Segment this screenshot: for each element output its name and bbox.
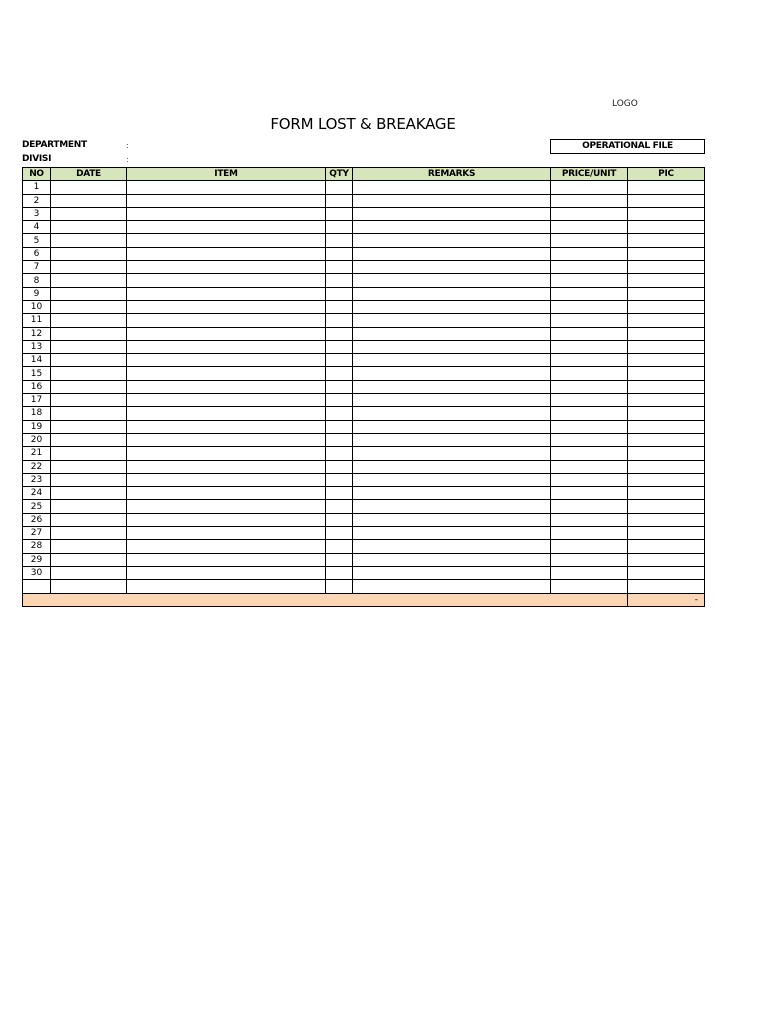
table-row xyxy=(23,487,705,500)
remarks-cell[interactable] xyxy=(353,460,551,473)
pic-cell[interactable] xyxy=(628,380,705,393)
date-cell[interactable] xyxy=(51,261,127,274)
item-cell[interactable] xyxy=(127,234,326,247)
item-cell[interactable] xyxy=(127,300,326,313)
date-cell[interactable] xyxy=(51,380,127,393)
qty-cell[interactable] xyxy=(326,261,353,274)
item-cell[interactable] xyxy=(127,287,326,300)
table-row xyxy=(23,447,705,460)
table-row xyxy=(23,181,705,194)
table-row xyxy=(23,407,705,420)
table-row xyxy=(23,433,705,446)
table-row xyxy=(23,367,705,380)
price-unit-cell[interactable] xyxy=(551,394,628,407)
price-unit-cell[interactable] xyxy=(551,407,628,420)
date-cell[interactable] xyxy=(51,340,127,353)
item-cell[interactable] xyxy=(127,221,326,234)
price-unit-cell[interactable] xyxy=(551,513,628,526)
table-row xyxy=(23,394,705,407)
qty-cell[interactable] xyxy=(326,181,353,194)
table-row xyxy=(23,247,705,260)
row-number: 30 xyxy=(23,566,51,579)
row-number: 12 xyxy=(23,327,51,340)
row-number: 23 xyxy=(23,473,51,486)
date-cell[interactable] xyxy=(51,473,127,486)
table-row xyxy=(23,540,705,553)
remarks-cell[interactable] xyxy=(353,420,551,433)
row-number: 17 xyxy=(23,394,51,407)
row-number: 28 xyxy=(23,540,51,553)
remarks-cell[interactable] xyxy=(353,447,551,460)
pic-cell[interactable] xyxy=(628,181,705,194)
pic-cell[interactable] xyxy=(628,407,705,420)
table-row xyxy=(23,580,705,593)
qty-cell[interactable] xyxy=(326,314,353,327)
pic-cell[interactable] xyxy=(628,500,705,513)
logo-placeholder: LOGO xyxy=(612,99,638,109)
price-unit-cell[interactable] xyxy=(551,234,628,247)
price-unit-cell[interactable] xyxy=(551,207,628,220)
date-cell[interactable] xyxy=(51,487,127,500)
price-unit-cell[interactable] xyxy=(551,540,628,553)
table-row xyxy=(23,500,705,513)
qty-cell[interactable] xyxy=(326,540,353,553)
pic-cell[interactable] xyxy=(628,513,705,526)
header-qty: QTY xyxy=(326,168,353,181)
price-unit-cell[interactable] xyxy=(551,261,628,274)
remarks-cell[interactable] xyxy=(353,513,551,526)
pic-cell[interactable] xyxy=(628,261,705,274)
price-unit-cell[interactable] xyxy=(551,433,628,446)
pic-cell[interactable] xyxy=(628,287,705,300)
price-unit-cell[interactable] xyxy=(551,287,628,300)
row-number: 18 xyxy=(23,407,51,420)
row-number: 10 xyxy=(23,300,51,313)
date-cell[interactable] xyxy=(51,300,127,313)
pic-cell[interactable] xyxy=(628,487,705,500)
total-value: - xyxy=(628,593,705,606)
date-cell[interactable] xyxy=(51,553,127,566)
remarks-cell[interactable] xyxy=(353,314,551,327)
item-cell[interactable] xyxy=(127,527,326,540)
qty-cell[interactable] xyxy=(326,433,353,446)
header-pic: PIC xyxy=(628,168,705,181)
remarks-cell[interactable] xyxy=(353,340,551,353)
row-number: 9 xyxy=(23,287,51,300)
remarks-cell[interactable] xyxy=(353,194,551,207)
price-unit-cell[interactable] xyxy=(551,181,628,194)
row-number: 8 xyxy=(23,274,51,287)
date-cell[interactable] xyxy=(51,580,127,593)
qty-cell[interactable] xyxy=(326,367,353,380)
remarks-cell[interactable] xyxy=(353,473,551,486)
table-row xyxy=(23,354,705,367)
price-unit-cell[interactable] xyxy=(551,566,628,579)
table-row xyxy=(23,314,705,327)
row-number: 4 xyxy=(23,221,51,234)
row-number: 11 xyxy=(23,314,51,327)
qty-cell[interactable] xyxy=(326,327,353,340)
qty-cell[interactable] xyxy=(326,287,353,300)
price-unit-cell[interactable] xyxy=(551,354,628,367)
date-cell[interactable] xyxy=(51,234,127,247)
table-row xyxy=(23,340,705,353)
department-colon: : xyxy=(126,141,129,150)
item-cell[interactable] xyxy=(127,354,326,367)
row-number: 15 xyxy=(23,367,51,380)
remarks-cell[interactable] xyxy=(353,487,551,500)
price-unit-cell[interactable] xyxy=(551,340,628,353)
total-row xyxy=(23,593,705,606)
date-cell[interactable] xyxy=(51,314,127,327)
remarks-cell[interactable] xyxy=(353,354,551,367)
item-cell[interactable] xyxy=(127,340,326,353)
item-cell[interactable] xyxy=(127,247,326,260)
qty-cell[interactable] xyxy=(326,460,353,473)
remarks-cell[interactable] xyxy=(353,274,551,287)
row-number: 5 xyxy=(23,234,51,247)
date-cell[interactable] xyxy=(51,247,127,260)
date-cell[interactable] xyxy=(51,367,127,380)
price-unit-cell[interactable] xyxy=(551,447,628,460)
qty-cell[interactable] xyxy=(326,473,353,486)
qty-cell[interactable] xyxy=(326,553,353,566)
operational-file-box: OPERATIONAL FILE xyxy=(550,139,705,154)
remarks-cell[interactable] xyxy=(353,380,551,393)
pic-cell[interactable] xyxy=(628,553,705,566)
table-row xyxy=(23,460,705,473)
price-unit-cell[interactable] xyxy=(551,473,628,486)
date-cell[interactable] xyxy=(51,287,127,300)
pic-cell[interactable] xyxy=(628,247,705,260)
pic-cell[interactable] xyxy=(628,540,705,553)
item-cell[interactable] xyxy=(127,314,326,327)
table-row xyxy=(23,380,705,393)
price-unit-cell[interactable] xyxy=(551,420,628,433)
pic-cell[interactable] xyxy=(628,234,705,247)
item-cell[interactable] xyxy=(127,261,326,274)
header-item: ITEM xyxy=(127,168,326,181)
divisi-colon: : xyxy=(126,155,129,164)
remarks-cell[interactable] xyxy=(353,394,551,407)
price-unit-cell[interactable] xyxy=(551,221,628,234)
table-row xyxy=(23,261,705,274)
remarks-cell[interactable] xyxy=(353,261,551,274)
price-unit-cell[interactable] xyxy=(551,194,628,207)
qty-cell[interactable] xyxy=(326,527,353,540)
remarks-cell[interactable] xyxy=(353,367,551,380)
table-row xyxy=(23,553,705,566)
item-cell[interactable] xyxy=(127,407,326,420)
date-cell[interactable] xyxy=(51,527,127,540)
price-unit-cell[interactable] xyxy=(551,460,628,473)
item-cell[interactable] xyxy=(127,513,326,526)
price-unit-cell[interactable] xyxy=(551,327,628,340)
table-row xyxy=(23,327,705,340)
remarks-cell[interactable] xyxy=(353,247,551,260)
header-date: DATE xyxy=(51,168,127,181)
table-row xyxy=(23,420,705,433)
date-cell[interactable] xyxy=(51,221,127,234)
qty-cell[interactable] xyxy=(326,447,353,460)
date-cell[interactable] xyxy=(51,274,127,287)
date-cell[interactable] xyxy=(51,207,127,220)
pic-cell[interactable] xyxy=(628,194,705,207)
price-unit-cell[interactable] xyxy=(551,274,628,287)
pic-cell[interactable] xyxy=(628,340,705,353)
header-price-unit: PRICE/UNIT xyxy=(551,168,628,181)
table-row xyxy=(23,207,705,220)
price-unit-cell[interactable] xyxy=(551,580,628,593)
price-unit-cell[interactable] xyxy=(551,380,628,393)
pic-cell[interactable] xyxy=(628,221,705,234)
price-unit-cell[interactable] xyxy=(551,487,628,500)
item-cell[interactable] xyxy=(127,274,326,287)
date-cell[interactable] xyxy=(51,194,127,207)
date-cell[interactable] xyxy=(51,513,127,526)
item-cell[interactable] xyxy=(127,380,326,393)
row-number: 22 xyxy=(23,460,51,473)
qty-cell[interactable] xyxy=(326,380,353,393)
pic-cell[interactable] xyxy=(628,274,705,287)
lost-breakage-table xyxy=(22,167,705,607)
date-cell[interactable] xyxy=(51,354,127,367)
item-cell[interactable] xyxy=(127,553,326,566)
qty-cell[interactable] xyxy=(326,247,353,260)
item-cell[interactable] xyxy=(127,367,326,380)
pic-cell[interactable] xyxy=(628,473,705,486)
price-unit-cell[interactable] xyxy=(551,500,628,513)
row-number: 20 xyxy=(23,433,51,446)
qty-cell[interactable] xyxy=(326,580,353,593)
qty-cell[interactable] xyxy=(326,274,353,287)
remarks-cell[interactable] xyxy=(353,407,551,420)
pic-cell[interactable] xyxy=(628,327,705,340)
qty-cell[interactable] xyxy=(326,566,353,579)
price-unit-cell[interactable] xyxy=(551,247,628,260)
qty-cell[interactable] xyxy=(326,487,353,500)
table-row xyxy=(23,234,705,247)
pic-cell[interactable] xyxy=(628,433,705,446)
item-cell[interactable] xyxy=(127,420,326,433)
row-number xyxy=(23,580,51,593)
price-unit-cell[interactable] xyxy=(551,527,628,540)
qty-cell[interactable] xyxy=(326,340,353,353)
pic-cell[interactable] xyxy=(628,460,705,473)
item-cell[interactable] xyxy=(127,500,326,513)
date-cell[interactable] xyxy=(51,433,127,446)
date-cell[interactable] xyxy=(51,566,127,579)
pic-cell[interactable] xyxy=(628,394,705,407)
price-unit-cell[interactable] xyxy=(551,300,628,313)
item-cell[interactable] xyxy=(127,394,326,407)
table-row xyxy=(23,566,705,579)
item-cell[interactable] xyxy=(127,327,326,340)
row-number: 24 xyxy=(23,487,51,500)
remarks-cell[interactable] xyxy=(353,580,551,593)
pic-cell[interactable] xyxy=(628,314,705,327)
item-cell[interactable] xyxy=(127,540,326,553)
row-number: 3 xyxy=(23,207,51,220)
remarks-cell[interactable] xyxy=(353,300,551,313)
item-cell[interactable] xyxy=(127,447,326,460)
table-row xyxy=(23,274,705,287)
table-row xyxy=(23,300,705,313)
pic-cell[interactable] xyxy=(628,300,705,313)
row-number: 25 xyxy=(23,500,51,513)
date-cell[interactable] xyxy=(51,407,127,420)
row-number: 13 xyxy=(23,340,51,353)
row-number: 1 xyxy=(23,181,51,194)
remarks-cell[interactable] xyxy=(353,500,551,513)
row-number: 14 xyxy=(23,354,51,367)
header-no: NO xyxy=(23,168,51,181)
pic-cell[interactable] xyxy=(628,207,705,220)
department-label: DEPARTMENT xyxy=(22,140,87,150)
item-cell[interactable] xyxy=(127,181,326,194)
divisi-label: DIVISI xyxy=(22,154,52,164)
qty-cell[interactable] xyxy=(326,420,353,433)
price-unit-cell[interactable] xyxy=(551,553,628,566)
item-cell[interactable] xyxy=(127,460,326,473)
pic-cell[interactable] xyxy=(628,420,705,433)
pic-cell[interactable] xyxy=(628,580,705,593)
table-row xyxy=(23,513,705,526)
item-cell[interactable] xyxy=(127,194,326,207)
pic-cell[interactable] xyxy=(628,527,705,540)
row-number: 16 xyxy=(23,380,51,393)
remarks-cell[interactable] xyxy=(353,181,551,194)
row-number: 27 xyxy=(23,527,51,540)
remarks-cell[interactable] xyxy=(353,433,551,446)
date-cell[interactable] xyxy=(51,460,127,473)
qty-cell[interactable] xyxy=(326,194,353,207)
remarks-cell[interactable] xyxy=(353,287,551,300)
qty-cell[interactable] xyxy=(326,354,353,367)
header-remarks: REMARKS xyxy=(353,168,551,181)
remarks-cell[interactable] xyxy=(353,234,551,247)
remarks-cell[interactable] xyxy=(353,527,551,540)
qty-cell[interactable] xyxy=(326,500,353,513)
remarks-cell[interactable] xyxy=(353,553,551,566)
page-title: FORM LOST & BREAKAGE xyxy=(270,115,456,133)
item-cell[interactable] xyxy=(127,207,326,220)
pic-cell[interactable] xyxy=(628,447,705,460)
item-cell[interactable] xyxy=(127,433,326,446)
qty-cell[interactable] xyxy=(326,394,353,407)
row-number: 19 xyxy=(23,420,51,433)
row-number: 29 xyxy=(23,553,51,566)
table-row xyxy=(23,473,705,486)
qty-cell[interactable] xyxy=(326,513,353,526)
item-cell[interactable] xyxy=(127,566,326,579)
item-cell[interactable] xyxy=(127,473,326,486)
date-cell[interactable] xyxy=(51,447,127,460)
row-number: 26 xyxy=(23,513,51,526)
qty-cell[interactable] xyxy=(326,234,353,247)
row-number: 2 xyxy=(23,194,51,207)
date-cell[interactable] xyxy=(51,540,127,553)
qty-cell[interactable] xyxy=(326,300,353,313)
qty-cell[interactable] xyxy=(326,407,353,420)
item-cell[interactable] xyxy=(127,487,326,500)
date-cell[interactable] xyxy=(51,420,127,433)
table-row xyxy=(23,287,705,300)
remarks-cell[interactable] xyxy=(353,327,551,340)
price-unit-cell[interactable] xyxy=(551,367,628,380)
date-cell[interactable] xyxy=(51,394,127,407)
row-number: 6 xyxy=(23,247,51,260)
pic-cell[interactable] xyxy=(628,367,705,380)
table-row xyxy=(23,221,705,234)
qty-cell[interactable] xyxy=(326,221,353,234)
date-cell[interactable] xyxy=(51,181,127,194)
table-row xyxy=(23,194,705,207)
pic-cell[interactable] xyxy=(628,566,705,579)
qty-cell[interactable] xyxy=(326,207,353,220)
total-label-cell xyxy=(23,593,628,606)
table-header-row xyxy=(23,168,705,181)
table-row xyxy=(23,527,705,540)
date-cell[interactable] xyxy=(51,327,127,340)
price-unit-cell[interactable] xyxy=(551,314,628,327)
row-number: 21 xyxy=(23,447,51,460)
remarks-cell[interactable] xyxy=(353,207,551,220)
remarks-cell[interactable] xyxy=(353,540,551,553)
remarks-cell[interactable] xyxy=(353,221,551,234)
pic-cell[interactable] xyxy=(628,354,705,367)
remarks-cell[interactable] xyxy=(353,566,551,579)
item-cell[interactable] xyxy=(127,580,326,593)
row-number: 7 xyxy=(23,261,51,274)
date-cell[interactable] xyxy=(51,500,127,513)
